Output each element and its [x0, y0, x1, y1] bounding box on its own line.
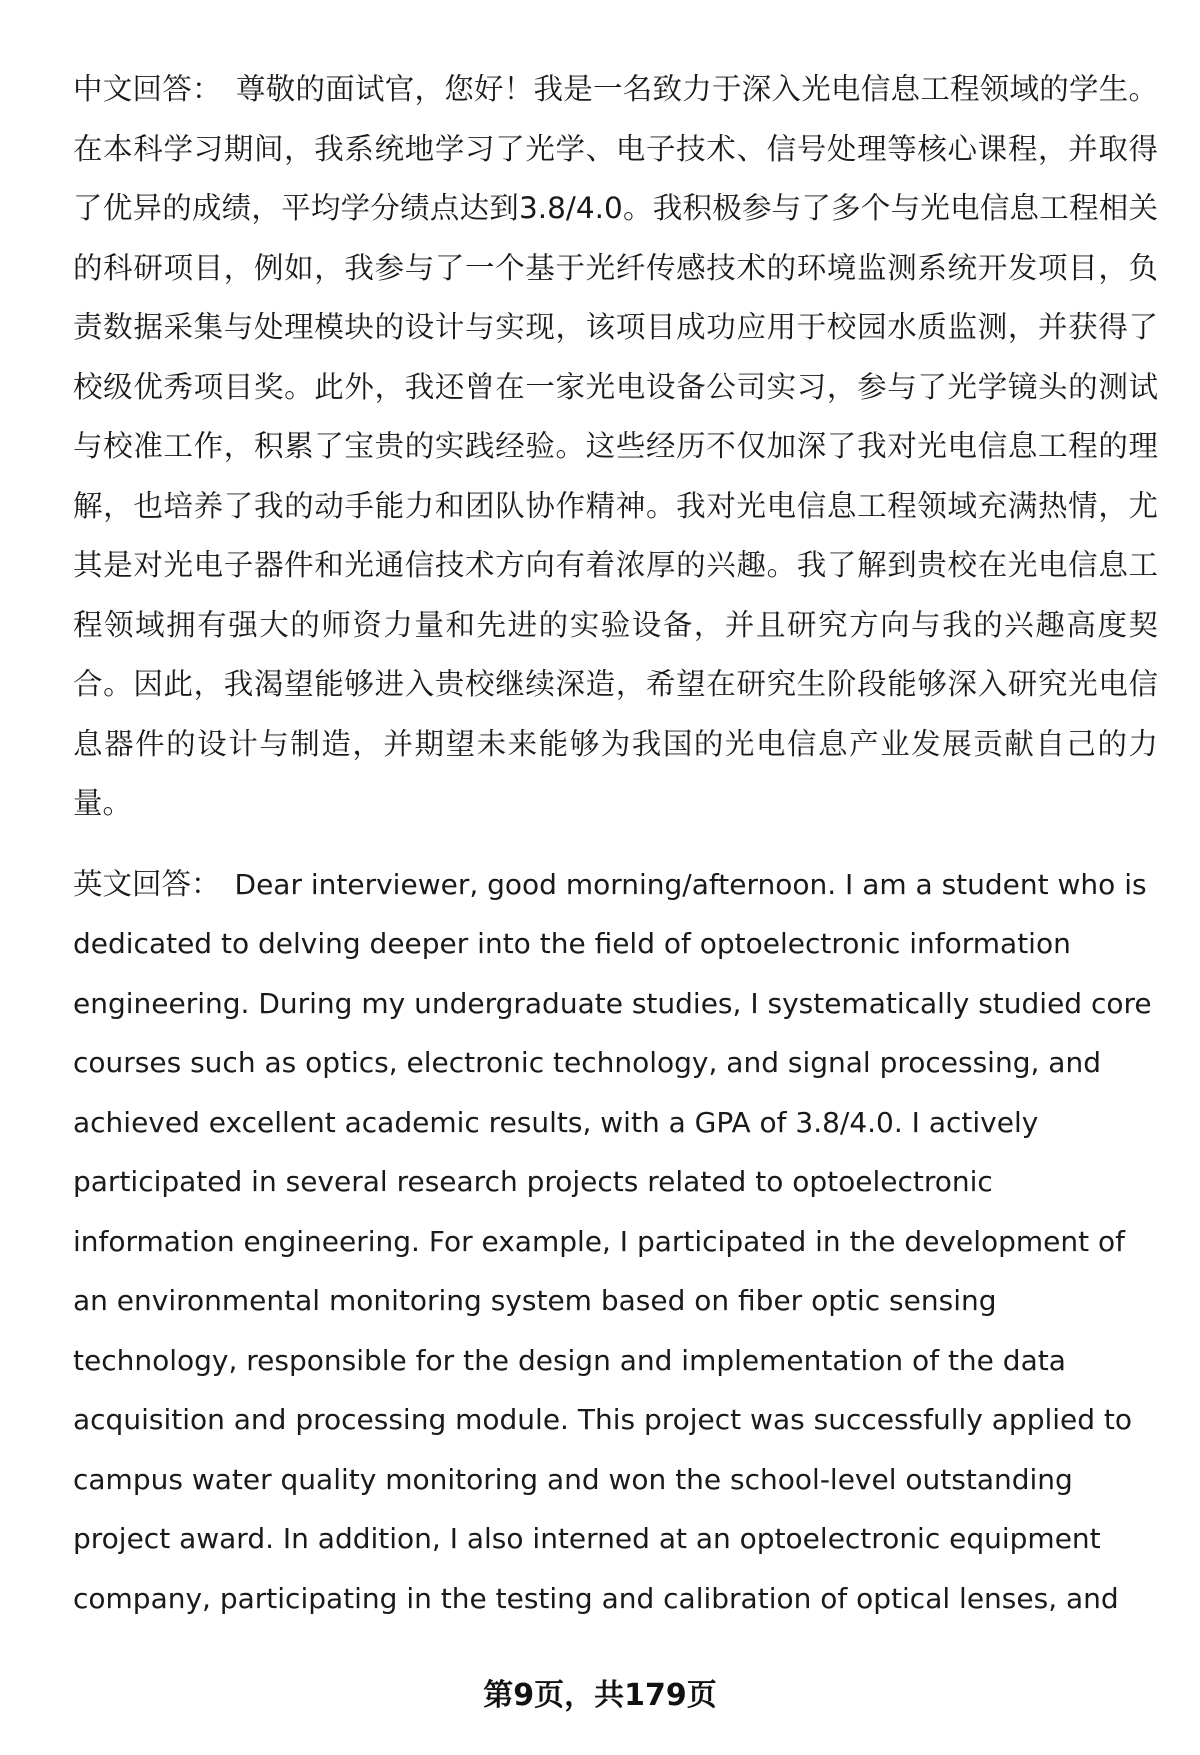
chinese-answer-label: 中文回答： — [73, 72, 222, 106]
english-answer-text: Dear interviewer, good morning/afternoon. I am a student who is dedicated to delving deeper into the field of optoelectronic information engineering. During my undergraduate studies, I systematically studied core courses such as optics, electronic technology, and signal processing, and achieved excellent academic results, with a GPA of 3.8/4.0. I actively participated in several research projects related to optoelectronic information engineering. For example, I participated in the development of an environmental monitoring system based on fiber optic sensing technology, responsible for the design and implementation of the data acquisition and processing module. This project was successfully applied to campus water quality monitoring and won the school-level outstanding project award. In addition, I also interned at an optoelectronic equipment company, participating in the testing and calibration of optical lenses, and — [73, 867, 1152, 1615]
chinese-answer-paragraph — [73, 60, 1158, 834]
page-number: 第9页，共179页 — [483, 1678, 717, 1713]
english-answer-paragraph — [73, 855, 1158, 1629]
english-answer-label: 英文回答： — [73, 866, 221, 901]
chinese-answer-text: 尊敬的面试官，您好！我是一名致力于深入光电信息工程领域的学生。在本科学习期间，我系统地学习了光学、电子技术、信号处理等核心课程，并取得了优异的成绩，平均学分绩点达到3.8/4.0。我积极参与了多个与光电信息工程相关的科研项目，例如，我参与了一个基于光纤传感技术的环境监测系统开发项目，负责数据采集与处理模块的设计与实现，该项目成功应用于校园水质监测，并获得了校级优秀项目奖。此外，我还曾在一家光电设备公司实习，参与了光学镜头的测试与校准工作，积累了宝贵的实践经验。这些经历不仅加深了我对光电信息工程的理解，也培养了我的动手能力和团队协作精神。我对光电信息工程领域充满热情，尤其是对光电子器件和光通信技术方向有着浓厚的兴趣。我了解到贵校在光电信息工程领域拥有强大的师资力量和先进的实验设备，并且研究方向与我的兴趣高度契合。因此，我渴望能够进入贵校继续深造，希望在研究生阶段能够深入研究光电信息器件的设计与制造，并期望未来能够为我国的光电信息产业发展贡献自己的力量。 — [73, 72, 1158, 820]
document-body — [73, 60, 1158, 1628]
